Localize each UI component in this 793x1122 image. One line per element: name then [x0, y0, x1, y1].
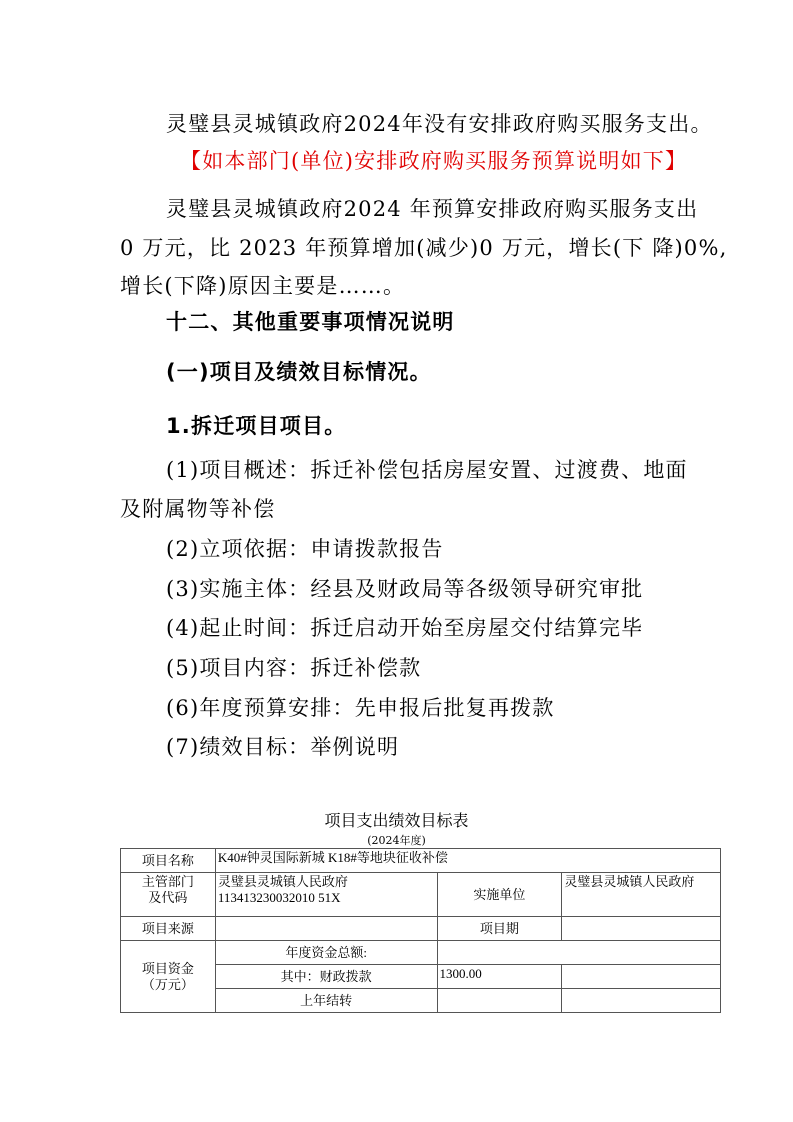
paragraph-no-purchase: 灵璧县灵城镇政府2024年没有安排政府购买服务支出。 — [166, 112, 713, 136]
funds-label-line-1: 项目资金 — [141, 960, 194, 976]
dept-label-line-1: 主管部门 — [141, 874, 194, 889]
fiscal-extra — [562, 965, 721, 989]
period-value — [562, 917, 721, 941]
project-name-value: K40#钟灵国际新城 K18#等地块征收补偿 — [215, 849, 720, 873]
carryover-value — [437, 989, 562, 1013]
carryover-extra — [562, 989, 721, 1013]
funds-label-line-2: （万元） — [141, 976, 194, 992]
red-heading: 【如本部门(单位)安排政府购买服务预算说明如下】 — [180, 149, 688, 173]
item-content: (5)项目内容：拆迁补偿款 — [166, 656, 422, 680]
paragraph-budget-line-3: 增长(下降)原因主要是……。 — [120, 274, 406, 298]
dept-label — [121, 873, 216, 917]
item-performance-goal: (7)绩效目标：举例说明 — [166, 735, 400, 759]
dept-value — [215, 873, 437, 917]
paragraph-budget-line-1: 灵璧县灵城镇政府2024 年预算安排政府购买服务支出 — [166, 197, 699, 221]
item-overview-line-1: (1)项目概述：拆迁补偿包括房屋安置、过渡费、地面 — [166, 458, 688, 482]
item-period: (4)起止时间：拆迁启动开始至房屋交付结算完毕 — [166, 616, 644, 640]
impl-label: 实施单位 — [437, 873, 562, 917]
source-value — [215, 917, 437, 941]
fiscal-label: 其中：财政拨款 — [215, 965, 437, 989]
item-overview-line-2: 及附属物等补偿 — [120, 497, 276, 521]
dept-label-line-2: 及代码 — [148, 890, 188, 905]
section-heading: 十二、其他重要事项情况说明 — [166, 310, 455, 334]
item-basis: (2)立项依据：申请拨款报告 — [166, 537, 444, 561]
fiscal-value: 1300.00 — [437, 965, 562, 989]
dept-value-name: 灵璧县灵城镇人民政府 — [217, 874, 348, 889]
annual-total-label: 年度资金总额: — [215, 941, 437, 965]
funds-label — [121, 941, 216, 1013]
subsection-heading: (一)项目及绩效目标情况。 — [166, 360, 432, 384]
table-title: 项目支出绩效目标表 — [324, 811, 469, 830]
impl-value: 灵璧县灵城镇人民政府 — [562, 873, 721, 917]
carryover-label: 上年结转 — [215, 989, 437, 1013]
performance-target-table — [120, 848, 721, 1013]
item-annual-budget: (6)年度预算安排：先申报后批复再拨款 — [166, 696, 555, 720]
source-label: 项目来源 — [121, 917, 216, 941]
item-subject: (3)实施主体：经县及财政局等各级领导研究审批 — [166, 577, 644, 601]
period-label: 项目期 — [437, 917, 562, 941]
item-heading: 1.拆迁项目项目。 — [166, 414, 347, 438]
table-subtitle: (2024年度) — [367, 834, 426, 847]
annual-total-value — [437, 941, 720, 965]
project-name-label: 项目名称 — [121, 849, 216, 873]
paragraph-budget-line-2: 0 万元，比 2023 年预算增加(减少)0 万元，增长(下 降)0%, — [120, 236, 728, 260]
dept-value-code: 113413230032010 51X — [217, 890, 341, 905]
